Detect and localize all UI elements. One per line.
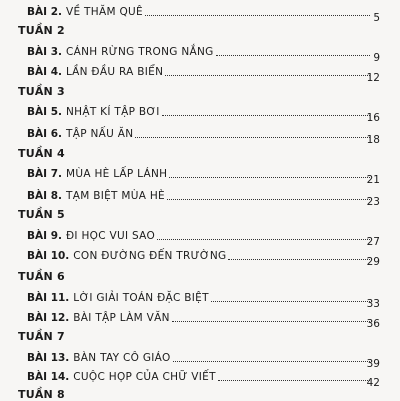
lesson-number: BÀI 8. [27, 190, 62, 202]
dot-leader [218, 370, 370, 381]
lesson-title: NHẬT KÍ TẬP BƠI [66, 106, 160, 118]
lesson-number: BÀI 2. [27, 6, 62, 18]
lesson-number: BÀI 7. [27, 168, 62, 180]
lesson-number: BÀI 3. [27, 46, 62, 58]
lesson-title: BÀI TẬP LÀM VĂN [73, 312, 170, 324]
lesson-number: BÀI 11. [27, 292, 70, 304]
page-number: 5 [373, 12, 380, 24]
toc-entry[interactable] [27, 369, 380, 389]
lesson-number: BÀI 4. [27, 66, 62, 78]
lesson-number: BÀI 5. [27, 106, 62, 118]
toc-entry[interactable] [27, 4, 380, 24]
lesson-title: VỀ THĂM QUÊ [66, 6, 143, 18]
week-heading: TUẦN 4 [18, 147, 65, 160]
toc-entry[interactable] [27, 248, 380, 268]
lesson-title: TẬP NẤU ĂN [66, 128, 134, 140]
week-heading: TUẦN 6 [18, 270, 65, 283]
week-heading: TUẦN 8 [18, 388, 65, 401]
dot-leader [169, 167, 370, 178]
lesson-number: BÀI 12. [27, 312, 70, 324]
lesson-title: CUỘC HỌP CỦA CHỮ VIẾT [73, 371, 216, 383]
week-heading: TUẦN 5 [18, 208, 65, 221]
lesson-title: LẦN ĐẦU RA BIỂN [66, 66, 164, 78]
lesson-number: BÀI 13. [27, 352, 70, 364]
toc-entry[interactable] [27, 188, 380, 208]
toc-entry[interactable] [27, 44, 380, 64]
toc-entry[interactable] [27, 126, 380, 146]
toc-entry[interactable] [27, 350, 380, 370]
dot-leader [162, 105, 370, 116]
toc-entry[interactable] [27, 104, 380, 124]
page-number: 33 [366, 298, 380, 310]
dot-leader [157, 229, 370, 240]
page-number: 42 [366, 377, 380, 389]
dot-leader [145, 5, 370, 16]
page-number: 39 [366, 358, 380, 370]
dot-leader [165, 65, 370, 76]
week-heading: TUẦN 3 [18, 85, 65, 98]
page-number: 29 [366, 256, 380, 268]
lesson-title: MÙA HÈ LẤP LÁNH [66, 168, 168, 180]
lesson-title: ĐI HỌC VUI SAO [66, 230, 156, 242]
lesson-title: TẠM BIỆT MÙA HÈ [66, 190, 165, 202]
dot-leader [172, 311, 370, 322]
dot-leader [135, 127, 370, 138]
lesson-number: BÀI 9. [27, 230, 62, 242]
page-number: 23 [366, 196, 380, 208]
page-number: 12 [366, 72, 380, 84]
dot-leader [167, 189, 370, 200]
page-number: 16 [366, 112, 380, 124]
lesson-number: BÀI 6. [27, 128, 62, 140]
lesson-number: BÀI 14. [27, 371, 70, 383]
week-heading: TUẦN 2 [18, 24, 65, 37]
lesson-title: LỜI GIẢI TOÁN ĐẶC BIỆT [73, 292, 209, 304]
toc-entry[interactable] [27, 228, 380, 248]
page-number: 9 [373, 52, 380, 64]
toc-entry[interactable] [27, 310, 380, 330]
dot-leader [173, 351, 370, 362]
dot-leader [211, 291, 370, 302]
page-number: 36 [366, 318, 380, 330]
lesson-title: BÀN TAY CÔ GIÁO [73, 352, 171, 364]
dot-leader [216, 45, 370, 56]
page-number: 21 [366, 174, 380, 186]
lesson-title: CÁNH RỪNG TRONG NẮNG [66, 46, 214, 58]
lesson-number: BÀI 10. [27, 250, 70, 262]
page-number: 27 [366, 236, 380, 248]
dot-leader [228, 249, 370, 260]
lesson-title: CON ĐƯỜNG ĐẾN TRƯỜNG [73, 250, 227, 262]
toc-entry[interactable] [27, 290, 380, 310]
week-heading: TUẦN 7 [18, 330, 65, 343]
toc-entry[interactable] [27, 64, 380, 84]
page-number: 18 [366, 134, 380, 146]
toc-entry[interactable] [27, 166, 380, 186]
